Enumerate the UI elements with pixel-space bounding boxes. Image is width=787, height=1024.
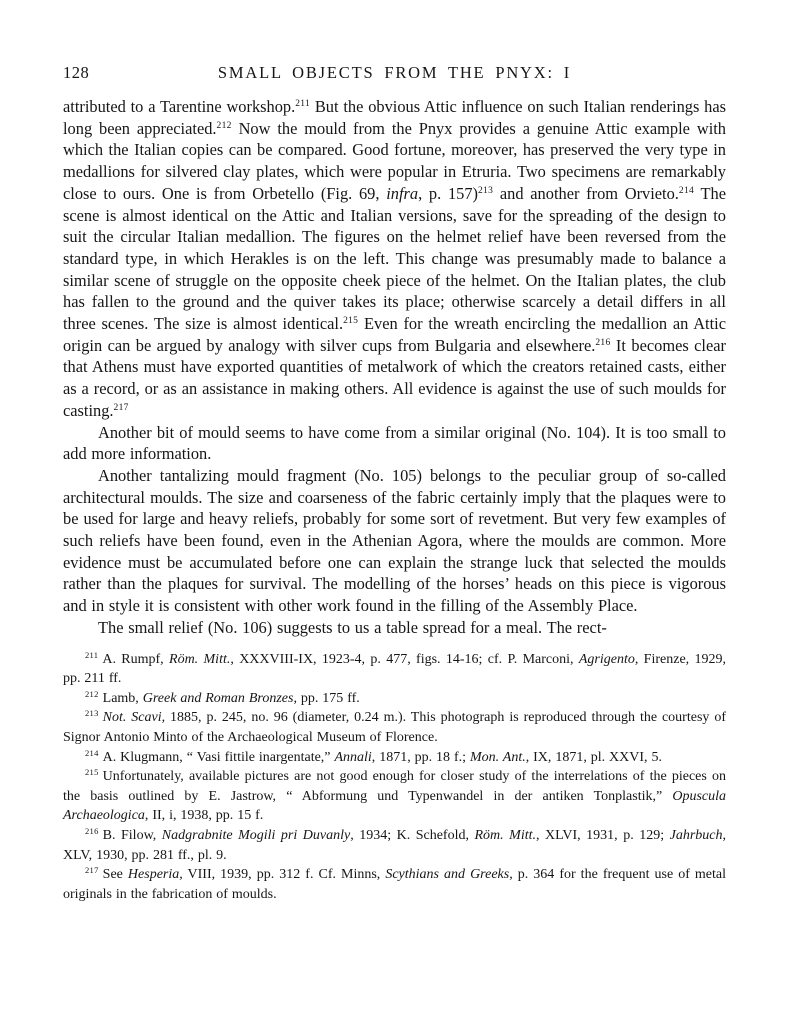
text-run: Unfortunately, available pictures are not good enough for closer study of the interrelations of the pieces on the basis outlined by E. Jastrow, “ Abformung und Typenwandel in der antiken Tonplastik,” [63, 769, 726, 804]
text-run: , IX, 1871, pl. XXVI, 5. [525, 749, 662, 765]
italic-text: Mon. Ant. [469, 749, 526, 765]
italic-text: Nadgrabnite Mogili pri Duvanly [161, 827, 351, 843]
footnote-number: 216 [85, 825, 99, 836]
footnote-text [103, 750, 662, 765]
text-run: , VIII, 1939, pp. 312 f. Cf. Minns, [179, 867, 386, 883]
footnote-reference: 213 [478, 185, 494, 196]
text-run: The scene is almost identical on the Attic and Italian versions, save for the spreading of the design to suit the circular Italian medallion. The figures on the helmet relief have been reversed from the standard type, in which Herakles is on the left. This change was presumably made to balance a similar scene of struggle on the opposite cheek piece of the helmet. On the Italian plates, the club has fallen to the ground and the quiver takes its place; otherwise scarcely a detail differs in all three scenes. The size is almost identical. [63, 183, 726, 334]
footnote-number: 212 [85, 688, 99, 699]
footnote-reference: 216 [595, 337, 611, 348]
footnote [63, 708, 726, 747]
footnote-text [63, 867, 726, 902]
body-paragraph [63, 465, 726, 617]
text-run: A. Klugmann, “ Vasi fittile inargentate,” [102, 749, 335, 765]
text-run: Lamb, [102, 690, 143, 706]
footnote-reference: 214 [678, 185, 695, 196]
footnote-number: 214 [85, 747, 99, 758]
italic-text: Opuscula Archaeologica [63, 788, 726, 824]
text-run: , XXXVIII-IX, 1923-4, p. 477, figs. 14-16; cf. P. Marconi, [230, 651, 579, 667]
text-run: , p. 364 for the frequent use of metal originals in the fabrication of moulds. [63, 867, 726, 902]
text-run: , 1871, pp. 18 f.; [371, 749, 470, 765]
text-run: , XLV, 1930, pp. 281 ff., pl. 9. [63, 827, 726, 863]
italic-text: Scythians and Greeks [385, 867, 510, 883]
footnotes [63, 650, 726, 905]
italic-text: Greek and Roman Bronzes [142, 690, 294, 706]
text-run: , 1934; K. Schefold, [350, 827, 475, 843]
body-paragraph [63, 96, 726, 422]
italic-text: Not. Scavi [102, 710, 162, 726]
text-run: Now the mould from the Pnyx provides a genuine Attic example with which the Italian copies can be compared. Good fortune, moreover, has preserved the very type in medallions for silvered clay plates, which were popular in Etruria. Two specimens are remarkably close to ours. One is from Orbetello (Fig. 69, [63, 118, 726, 203]
footnote-number: 213 [85, 708, 99, 719]
text-run: B. Filow, [102, 827, 162, 843]
page-header [63, 63, 726, 84]
text-run: See [102, 867, 128, 883]
text-run: But the obvious Attic influence on such Italian renderings has long been appreciated. [63, 97, 727, 138]
body-paragraph [63, 617, 726, 639]
footnote [63, 689, 726, 709]
body-text [63, 96, 726, 639]
italic-text: Annali [334, 749, 372, 765]
footnote-reference: 211 [295, 99, 311, 109]
footnote-text [103, 691, 360, 706]
footnote-text [63, 825, 726, 863]
footnote [63, 748, 726, 768]
footnote [63, 767, 726, 826]
text-run: , pp. 175 ff. [293, 690, 360, 706]
italic-text: Agrigento [578, 651, 635, 667]
footnote-number: 217 [85, 865, 99, 876]
text-run: attributed to a Tarentine workshop. [63, 97, 296, 116]
footnote-reference: 217 [113, 402, 129, 413]
footnote [63, 826, 726, 865]
text-run: , 1885, p. 245, no. 96 (diameter, 0.24 m.). This photograph is reproduced through the courtesy of Signor Antonio Minto of the Archaeological Museum of Florence. [63, 710, 726, 745]
italic-text: Hesperia [127, 867, 180, 883]
running-title: SMALL OBJECTS FROM THE PNYX: I [217, 63, 572, 82]
footnote-number: 215 [85, 767, 99, 778]
text-run: , Firenze, 1929, pp. 211 ff. [63, 651, 726, 687]
italic-text: Röm. Mitt. [474, 827, 537, 843]
text-run: The small relief (No. 106) suggests to us a table spread for a meal. The rect- [98, 617, 607, 637]
footnote-reference: 212 [216, 120, 232, 131]
text-run: Another tantalizing mould fragment (No. 105) belongs to the peculiar group of so-called architectural moulds. The size and coarseness of the fabric certainly imply that the plaques were to be used for large and heavy reliefs, probably for some sort of revetment. But very few examples of such reliefs have been found, even in the Athenian Agora, where the moulds are common. More evidence must be accumulated before one can explain the strange luck that selected the moulds rather than the plaques for survival. The modelling of the horses’ heads on this piece is vigorous and in style it is consistent with other work found in the filling of the Assembly Place. [63, 465, 726, 616]
footnote-reference: 215 [343, 316, 359, 327]
body-paragraph [63, 422, 726, 465]
text-run: , II, i, 1938, pp. 15 f. [144, 808, 264, 824]
text-run: Even for the wreath encircling the medallion an Attic origin can be argued by analogy with silver cups from Bulgaria and elsewhere. [63, 314, 726, 355]
footnote [63, 650, 726, 689]
italic-text: Jahrbuch [669, 827, 723, 843]
footnote-text [63, 769, 726, 823]
italic-text: Röm. Mitt. [169, 651, 231, 667]
footnote-text [63, 649, 726, 687]
text-run: , XLVI, 1931, p. 129; [536, 827, 670, 843]
footnote-number: 211 [85, 649, 99, 660]
text-run: and another from Orvieto. [493, 183, 679, 203]
page-number: 128 [63, 63, 90, 82]
text-run: It becomes clear that Athens must have exported quantities of metalwork of which the creators retained casts, either as a record, or as an assistance in making others. All evidence is against the use of such moulds for casting. [63, 335, 726, 420]
footnote-text [63, 710, 726, 745]
footnote [63, 865, 726, 904]
italic-text: infra [386, 183, 419, 203]
text-run: Another bit of mould seems to have come from a similar original (No. 104). It is too small to add more information. [63, 422, 726, 464]
text-run: A. Rumpf, [102, 651, 170, 667]
text-run: , p. 157) [418, 183, 478, 203]
